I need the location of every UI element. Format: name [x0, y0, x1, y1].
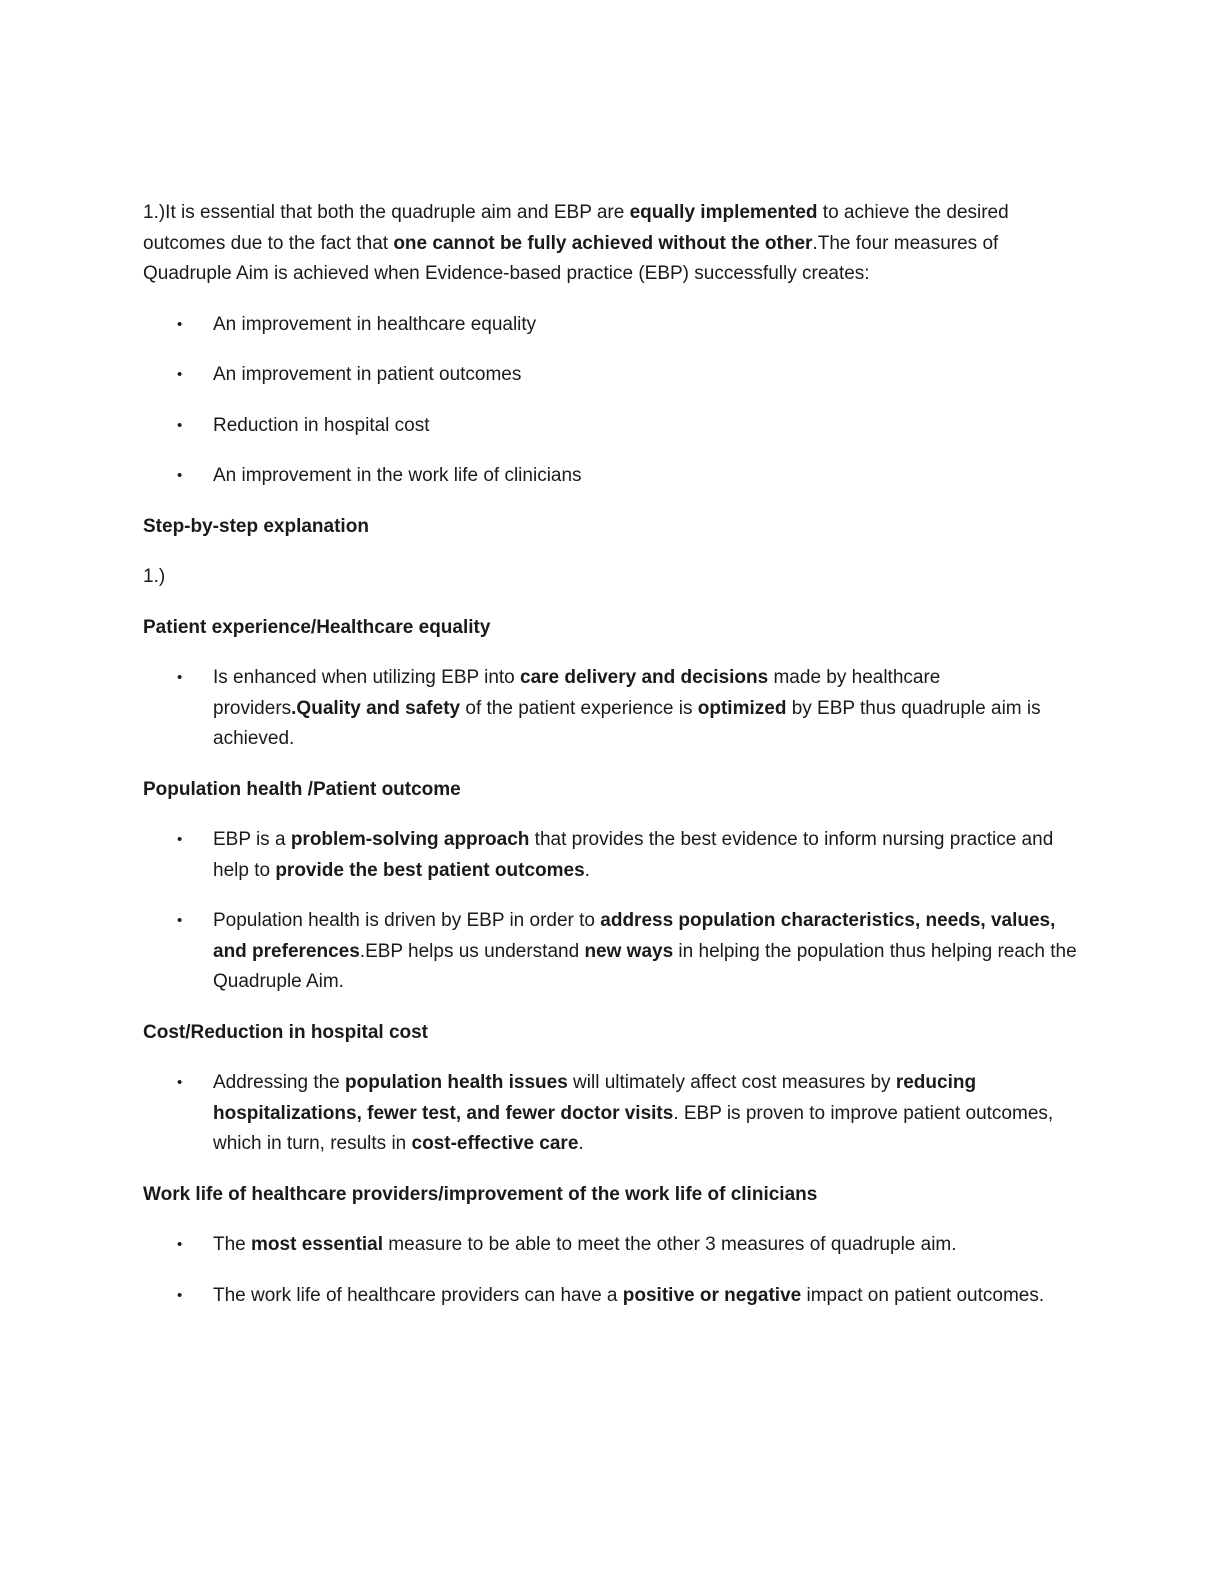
bullet-icon: • [177, 1074, 183, 1091]
list-item-emphasis: new ways [584, 940, 674, 962]
list-item-text: Reduction in hospital cost [213, 414, 430, 436]
list-item-emphasis: address population characteristics, needs, values, and preferences [213, 910, 1056, 962]
list-item-emphasis: population health issues [345, 1072, 568, 1093]
list-item [143, 1230, 1083, 1261]
patient-experience-list [143, 663, 1083, 755]
list-item-text: made by healthcare providers [213, 667, 941, 719]
list-item-text: Population health is driven by EBP in order to [213, 910, 601, 931]
intro-text: 1.)It is essential that both the quadruple aim and EBP are [143, 202, 630, 223]
bullet-icon: • [177, 416, 183, 434]
intro-emphasis: one cannot be fully achieved without the other [393, 232, 813, 254]
list-item-text: Is enhanced when utilizing EBP into [213, 667, 521, 688]
list-item-text: . [578, 1133, 584, 1154]
document-page [143, 198, 1083, 1331]
list-item [143, 825, 1083, 886]
bullet-icon: • [177, 912, 183, 929]
list-item-emphasis: .Quality and safety [291, 697, 461, 719]
list-item-emphasis: provide the best patient outcomes [275, 859, 585, 881]
list-item-text: EBP is a [213, 829, 291, 850]
list-item-emphasis: reducing hospitalizations, fewer test, and fewer doctor visits [213, 1072, 977, 1124]
intro-emphasis: equally implemented [629, 202, 818, 223]
bullet-icon: • [177, 315, 183, 333]
bullet-icon: • [177, 669, 183, 686]
list-item [143, 1281, 1083, 1312]
bullet-icon: • [177, 467, 183, 484]
list-item-text: by EBP thus quadruple aim is achieved. [213, 697, 1041, 749]
list-item-text: The [213, 1234, 252, 1255]
list-item [143, 1068, 1083, 1160]
list-item [143, 310, 1083, 341]
work-life-list [143, 1230, 1083, 1311]
list-item-text: .EBP helps us understand [359, 940, 585, 962]
bullet-icon: • [177, 366, 183, 383]
list-item-text: in helping the population thus helping reach the Quadruple Aim. [213, 940, 1077, 992]
section-heading-population-health: Population health /Patient outcome [143, 778, 461, 800]
section-heading-work-life: Work life of healthcare providers/improvement of the work life of clinicians [143, 1183, 818, 1205]
intro-text: .The four measures of Quadruple Aim is achieved when Evidence-based practice (EBP) successfully creates: [143, 232, 999, 284]
list-item-text: that provides the best evidence to inform nursing practice and help to [213, 829, 1054, 881]
bullet-icon: • [177, 831, 183, 848]
section-heading-cost: Cost/Reduction in hospital cost [143, 1021, 429, 1043]
list-item-text: An improvement in patient outcomes [213, 364, 522, 385]
list-item-emphasis: most essential [251, 1234, 384, 1255]
list-item [143, 663, 1083, 755]
list-item [143, 906, 1083, 998]
list-item-text: An improvement in the work life of clinicians [213, 465, 582, 486]
list-item-text: . [584, 859, 590, 881]
intro-paragraph [143, 198, 1083, 290]
list-item-text: Addressing the [213, 1072, 346, 1093]
bullet-icon: • [177, 1236, 183, 1253]
list-item-text: will ultimately affect cost measures by [567, 1072, 896, 1093]
list-item-text: impact on patient outcomes. [801, 1284, 1045, 1306]
list-item [143, 461, 1083, 492]
list-item-text: An improvement in healthcare equality [213, 313, 537, 335]
list-item-emphasis: cost-effective care [411, 1133, 579, 1154]
list-item-text: measure to be able to meet the other 3 measures of quadruple aim. [383, 1234, 957, 1255]
list-item-text: The work life of healthcare providers can have a [213, 1284, 623, 1306]
measures-list [143, 310, 1083, 492]
population-health-list [143, 825, 1083, 998]
intro-text: to achieve the desired outcomes due to the fact that [143, 202, 1009, 254]
step-number: 1.) [143, 566, 166, 587]
cost-list [143, 1068, 1083, 1160]
list-item-emphasis: care delivery and decisions [520, 667, 769, 688]
list-item-emphasis: problem-solving approach [290, 829, 530, 850]
list-item [143, 360, 1083, 391]
section-heading-patient-experience: Patient experience/Healthcare equality [143, 616, 491, 638]
list-item [143, 411, 1083, 442]
step-heading: Step-by-step explanation [143, 515, 369, 537]
list-item-text: . EBP is proven to improve patient outcomes, which in turn, results in [213, 1102, 1054, 1154]
list-item-emphasis: positive or negative [622, 1284, 802, 1306]
list-item-text: of the patient experience is [460, 697, 698, 719]
list-item-emphasis: optimized [697, 697, 787, 719]
bullet-icon: • [177, 1286, 183, 1304]
